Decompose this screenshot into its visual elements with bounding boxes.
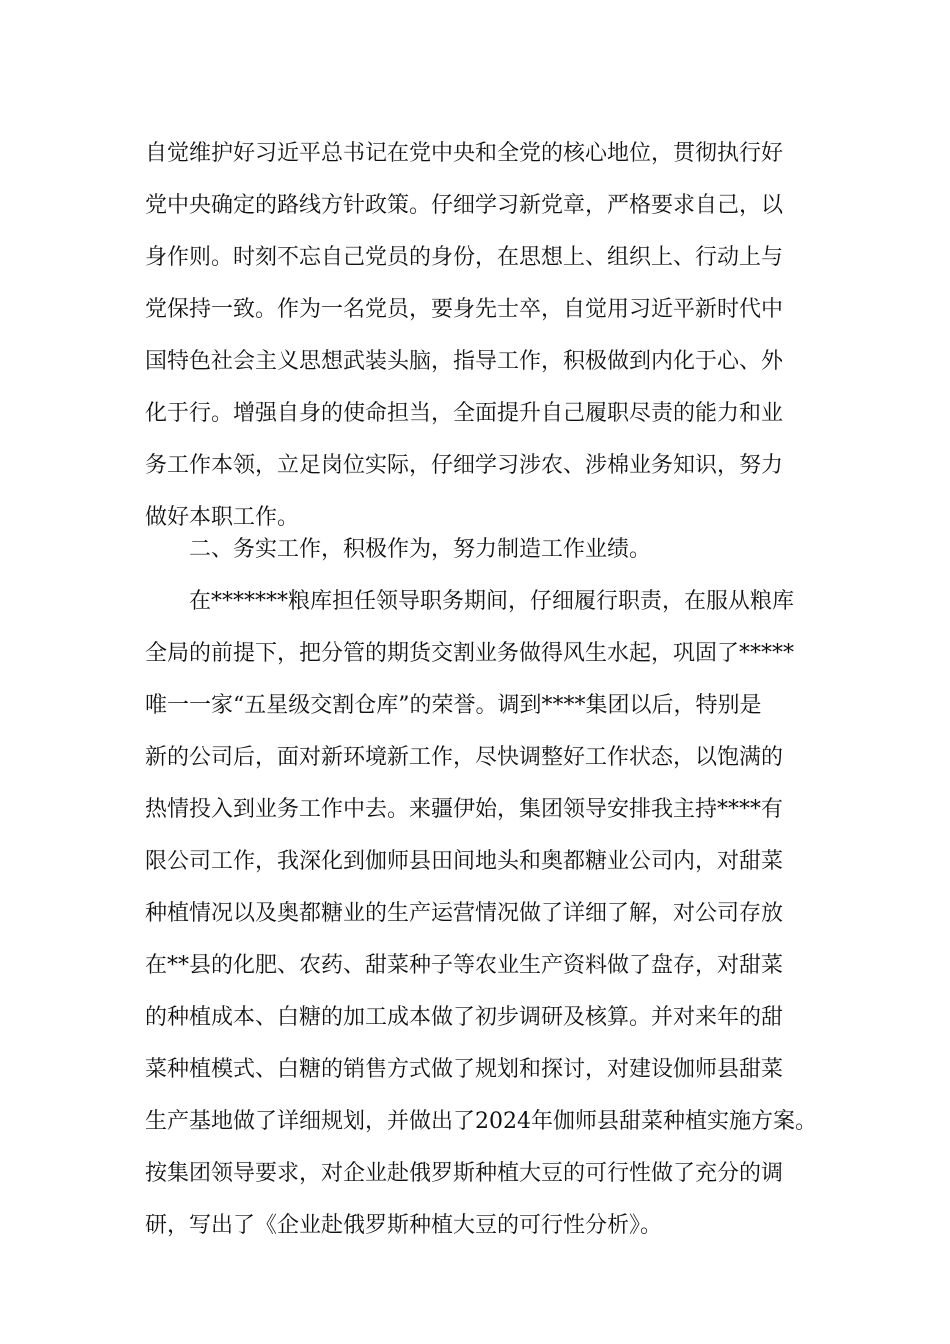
- paragraph-line: 身作则。时刻不忘自己党员的身份，在思想上、组织上、行动上与: [145, 245, 784, 270]
- paragraph-line: 热情投入到业务工作中去。来疆伊始，集团领导安排我主持****有: [145, 797, 784, 822]
- paragraph-line: 研，写出了《企业赴俄罗斯种植大豆的可行性分析》。: [145, 1213, 663, 1238]
- paragraph-line: 自觉维护好习近平总书记在党中央和全党的核心地位，贯彻执行好: [145, 141, 784, 166]
- paragraph-line: 按集团领导要求，对企业赴俄罗斯种植大豆的可行性做了充分的调: [145, 1161, 784, 1186]
- paragraph-line: 菜种植模式、白糖的销售方式做了规划和探讨，对建设伽师县甜菜: [145, 1057, 784, 1082]
- paragraph-line: 在*******粮库担任领导职务期间，仔细履行职责，在服从粮库: [189, 589, 795, 614]
- paragraph-line: 的种植成本、白糖的加工成本做了初步调研及核算。并对来年的甜: [145, 1005, 784, 1030]
- paragraph-line: 党保持一致。作为一名党员，要身先士卒，自觉用习近平新时代中: [145, 297, 784, 322]
- section-heading: [145, 524, 825, 576]
- paragraph-line: 全局的前提下，把分管的期货交割业务做得风生水起，巩固了*****: [145, 641, 795, 666]
- paragraph-line: 新的公司后，面对新环境新工作，尽快调整好工作状态，以饱满的: [145, 745, 784, 770]
- section-heading-text: 二、务实工作，积极作为，努力制造工作业绩。: [189, 537, 652, 562]
- paragraph-line: 党中央确定的路线方针政策。仔细学习新党章，严格要求自己，以: [145, 193, 784, 218]
- paragraph-line: 国特色社会主义思想武装头脑，指导工作，积极做到内化于心、外: [145, 349, 784, 374]
- paragraph-1: [145, 128, 825, 544]
- paragraph-line: 生产基地做了详细规划，并做出了2024年伽师县甜菜种植实施方案。: [145, 1109, 817, 1134]
- paragraph-line: 务工作本领，立足岗位实际，仔细学习涉农、涉棉业务知识，努力: [145, 453, 784, 478]
- paragraph-line: 在**县的化肥、农药、甜菜种子等农业生产资料做了盘存，对甜菜: [145, 953, 784, 978]
- paragraph-line: 唯一一家“五星级交割仓库”的荣誉。调到****集团以后，特别是: [145, 693, 762, 718]
- paragraph-line: 种植情况以及奥都糖业的生产运营情况做了详细了解，对公司存放: [145, 901, 784, 926]
- paragraph-line: 限公司工作，我深化到伽师县田间地头和奥都糖业公司内，对甜菜: [145, 849, 784, 874]
- paragraph-line: 做好本职工作。: [145, 505, 300, 530]
- paragraph-line: 化于行。增强自身的使命担当，全面提升自己履职尽责的能力和业: [145, 401, 784, 426]
- paragraph-2: [145, 576, 825, 1252]
